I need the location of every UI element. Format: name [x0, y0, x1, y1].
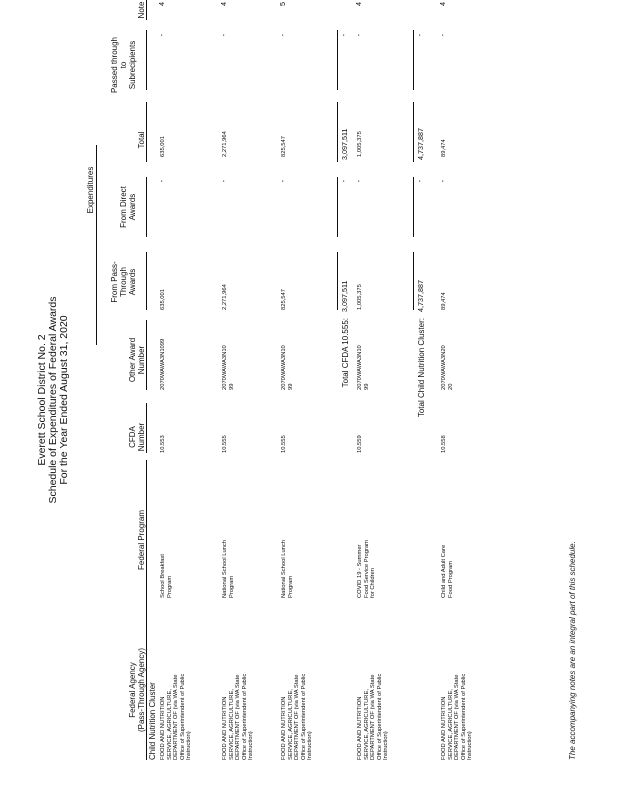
row5-award-line1: 2070WAWA3N20 — [441, 345, 447, 390]
row4-program-line2: Food Service Program — [363, 540, 370, 598]
header-cfda — [128, 412, 146, 462]
subtotal-cfda-total: 3,097,511 — [340, 128, 349, 160]
row5-program-line1: Child and Adult Care — [441, 544, 447, 598]
row5-agency-line1: FOOD AND NUTRITION — [441, 696, 447, 760]
row2-sub: - — [219, 34, 228, 37]
row3-agency-line5: Instruction) — [307, 731, 314, 760]
row2-program — [222, 508, 235, 598]
row3-award-line2: 99 — [287, 383, 294, 390]
row4-agency-line4: Office of Superintendent of Public — [376, 673, 383, 760]
subtotal2-rule-direct — [413, 177, 414, 237]
subtotal2-rule-sub — [413, 30, 414, 90]
header-underline-sub — [146, 30, 147, 90]
header-cfda-line1: CFDA — [128, 426, 137, 448]
header-pass-through — [110, 254, 137, 310]
row3-agency-line1: FOOD AND NUTRITION — [281, 696, 287, 760]
header-agency-line1: Federal Agency — [128, 662, 137, 718]
header-pass-line1: From Pass- — [110, 261, 119, 303]
header-award-line1: Other Award — [128, 337, 137, 383]
row5-agency-line5: Instruction) — [467, 731, 474, 760]
header-direct — [119, 177, 137, 237]
header-underline-note — [146, 0, 147, 20]
footnote: The accompanying notes are an integral part of this schedule. — [568, 541, 577, 760]
row3-agency-line3: DEPARTMENT OF (via WA State — [294, 674, 301, 760]
row2-award-line1: 2070WAWA3N10 — [222, 345, 228, 390]
subtotal-cluster-direct: - — [415, 180, 424, 183]
row1-total: 635,001 — [160, 136, 166, 157]
row1-award-line1: 2070WAWA3N1099 — [160, 338, 166, 390]
header-direct-line2: Awards — [128, 193, 137, 221]
row4-agency — [357, 640, 390, 760]
row4-award — [357, 330, 370, 390]
row2-direct: - — [219, 180, 228, 183]
row4-program-line1: COVID 19 - Summer — [357, 544, 363, 598]
row5-direct: - — [438, 180, 447, 183]
row4-direct: - — [354, 180, 363, 183]
subtotal2-rule-pass — [413, 252, 414, 310]
row3-program-line1: National School Lunch — [281, 539, 287, 598]
row3-agency — [281, 640, 314, 760]
row1-agency — [160, 640, 193, 760]
header-pass-line2: Through — [119, 267, 128, 297]
expenditures-rule — [96, 145, 97, 345]
row4-agency-line5: Instruction) — [383, 731, 390, 760]
subtotal-cfda-sub: - — [339, 34, 348, 37]
row2-agency-line3: DEPARTMENT OF (via WA State — [235, 674, 242, 760]
row3-cfda: 10.555 — [281, 435, 287, 453]
row3-note: 5 — [278, 2, 287, 6]
subtotal1-rule-sub — [337, 30, 338, 90]
row5-program — [441, 508, 454, 598]
row3-sub: - — [278, 34, 287, 37]
row1-direct: - — [157, 180, 166, 183]
row3-direct: - — [278, 180, 287, 183]
row2-cfda: 10.555 — [222, 435, 228, 453]
header-underline-award — [146, 320, 147, 390]
row4-agency-line3: DEPARTMENT OF (via WA State — [370, 674, 377, 760]
row2-total: 2,271,964 — [222, 131, 228, 157]
subtotal-cluster-sub: - — [415, 34, 424, 37]
row1-agency-line5: Instruction) — [186, 731, 193, 760]
header-expenditures: Expenditures — [86, 166, 95, 214]
row3-total: 825,547 — [281, 136, 287, 157]
header-underline-pass — [146, 252, 147, 310]
subtotal-cfda-pass: 3,097,511 — [340, 280, 349, 312]
header-agency-line2: (Pass-Through Agency) — [137, 647, 146, 733]
cluster-label: Child Nutrition Cluster — [148, 682, 157, 760]
header-underline-total — [146, 102, 147, 162]
row4-sub: - — [354, 34, 363, 37]
row4-award-line2: 99 — [363, 383, 370, 390]
row4-award-line1: 2070WAWA3N10 — [357, 345, 363, 390]
row2-award — [222, 330, 235, 390]
row1-award — [160, 330, 167, 390]
subtotal-cfda-label: Total CFDA 10.555: — [341, 318, 350, 388]
schedule-title: Schedule of Expenditures of Federal Awards — [47, 296, 59, 504]
row3-pass: 825,547 — [281, 289, 287, 310]
row1-agency-line4: Office of Superintendent of Public — [179, 673, 186, 760]
subtotal-cfda-direct: - — [339, 180, 348, 183]
header-direct-line1: From Direct — [119, 186, 128, 228]
subtotal1-rule-total — [337, 102, 338, 162]
row2-agency-line2: SERVICE, AGRICULTURE, — [228, 689, 235, 760]
header-pass-line3: Awards — [128, 268, 137, 296]
row1-note: 4 — [157, 2, 166, 6]
row2-program-line1: National School Lunch — [222, 539, 228, 598]
row3-agency-line4: Office of Superintendent of Public — [300, 673, 307, 760]
header-cfda-line2: Number — [137, 422, 146, 452]
row5-award — [441, 330, 454, 390]
header-award-line2: Number — [137, 345, 146, 375]
row5-agency — [441, 640, 474, 760]
row5-cfda: 10.558 — [441, 435, 447, 453]
header-underline-direct — [146, 177, 147, 237]
row5-note: 4 — [438, 2, 447, 6]
header-sub-line3: Subrecipients — [128, 40, 137, 90]
row1-program-line2: Program — [166, 575, 173, 598]
header-award — [128, 320, 146, 400]
row5-sub: - — [438, 34, 447, 37]
row2-agency — [222, 640, 255, 760]
row4-pass: 1,005,375 — [357, 284, 363, 310]
subtotal-cluster-pass: 4,737,887 — [416, 280, 425, 312]
row2-agency-line5: Instruction) — [248, 731, 255, 760]
header-agency — [128, 620, 146, 760]
row4-total: 1,005,375 — [357, 131, 363, 157]
row2-agency-line1: FOOD AND NUTRITION — [222, 696, 228, 760]
row1-program-line1: School Breakfast — [160, 554, 166, 598]
row3-program — [281, 508, 294, 598]
header-note: Note — [137, 1, 146, 19]
row3-award-line1: 2070WAWA3N10 — [281, 345, 287, 390]
header-sub-line2: to — [119, 61, 128, 69]
header-sub-line1: Passed through — [110, 36, 119, 94]
row4-program — [357, 508, 377, 598]
subtotal1-rule-direct — [337, 177, 338, 237]
row5-agency-line3: DEPARTMENT OF (via WA State — [454, 674, 461, 760]
subtotal1-rule-pass — [337, 252, 338, 310]
row3-agency-line2: SERVICE, AGRICULTURE, — [287, 689, 294, 760]
subtotal-cluster-label: Total Child Nutrition Cluster: — [417, 318, 426, 418]
row3-program-line2: Program — [287, 575, 294, 598]
row3-award — [281, 330, 294, 390]
row5-award-line2: 20 — [447, 383, 454, 390]
row1-agency-line2: SERVICE, AGRICULTURE, — [166, 689, 173, 760]
header-underline-cfda — [146, 403, 147, 453]
row1-sub: - — [157, 34, 166, 37]
row4-agency-line1: FOOD AND NUTRITION — [357, 696, 363, 760]
header-underline-left — [146, 460, 147, 760]
period-title: For the Year Ended August 31, 2020 — [58, 315, 70, 485]
row5-agency-line4: Office of Superintendent of Public — [460, 673, 467, 760]
row1-cfda: 10.553 — [160, 435, 166, 453]
header-subrecipients — [110, 30, 137, 100]
row4-program-line3: for Children — [370, 568, 377, 598]
row2-agency-line4: Office of Superintendent of Public — [241, 673, 248, 760]
header-program: Federal Program — [137, 509, 146, 571]
row2-award-line2: 99 — [228, 383, 235, 390]
subtotal-cluster-total: 4,737,887 — [416, 128, 425, 160]
row5-program-line2: Food Program — [447, 560, 454, 598]
subtotal2-rule-total — [413, 102, 414, 162]
row2-pass: 2,271,964 — [222, 284, 228, 310]
row1-agency-line3: DEPARTMENT OF (via WA State — [173, 674, 180, 760]
row2-program-line2: Program — [228, 575, 235, 598]
district-title: Everett School District No. 2 — [36, 334, 48, 466]
row4-cfda: 10.559 — [357, 435, 363, 453]
row4-agency-line2: SERVICE, AGRICULTURE, — [363, 689, 370, 760]
row2-note: 4 — [219, 2, 228, 6]
row5-agency-line2: SERVICE, AGRICULTURE, — [447, 689, 454, 760]
row4-note: 4 — [354, 2, 363, 6]
row1-program — [160, 518, 173, 598]
row5-total: 89,474 — [441, 139, 447, 157]
header-total: Total — [137, 131, 146, 149]
row1-pass: 635,001 — [160, 289, 166, 310]
row1-agency-line1: FOOD AND NUTRITION — [160, 696, 166, 760]
row5-pass: 89,474 — [441, 292, 447, 310]
